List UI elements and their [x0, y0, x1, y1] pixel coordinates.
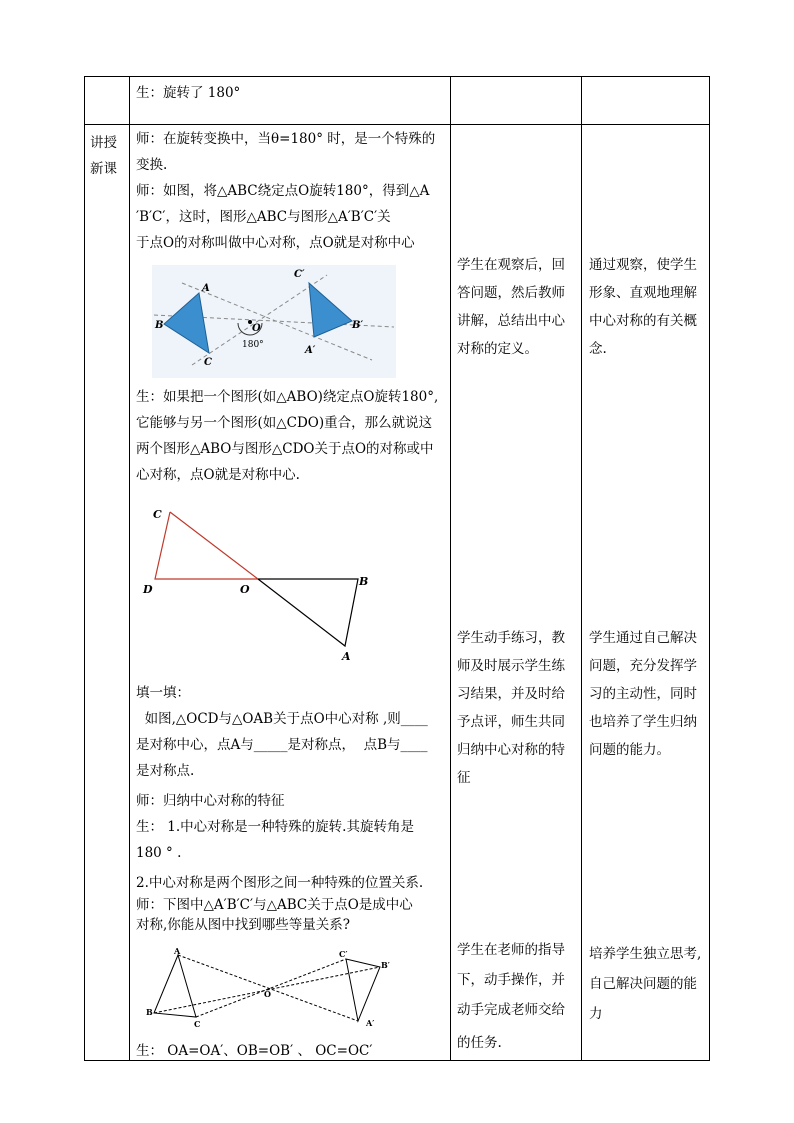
label-c: C: [204, 357, 212, 368]
label-o: O: [252, 323, 261, 334]
teacher-line: 师：如图，将△ABC绕定点O旋转180°，得到△A: [136, 183, 430, 199]
triangle-abo: [258, 579, 358, 646]
fill-in-line: 填一填：: [136, 685, 190, 701]
label-angle: 180°: [242, 340, 264, 350]
label-o: O: [240, 583, 250, 596]
column-divider-1: [129, 76, 130, 1061]
label-b: B: [359, 575, 369, 588]
label-c: C: [153, 508, 162, 521]
student-activity-line: 征: [457, 770, 471, 786]
label-b1: B′: [352, 320, 364, 331]
student-activity-line: 师及时展示学生练: [457, 658, 565, 674]
label-b1: B′: [381, 960, 390, 970]
intent-line: 也培养了学生归纳: [589, 714, 697, 730]
label-c1: C′: [339, 949, 348, 959]
fill-in-line: 如图,△OCD与△OAB关于点O中心对称 ,则____: [136, 711, 428, 727]
fill-in-line: 是对称点.: [136, 763, 195, 779]
student-activity-line: 对称的定义。: [457, 341, 538, 357]
intent-line: 问题的能力。: [589, 742, 670, 758]
label-a1: A′: [366, 1018, 375, 1028]
student-activity-line: 讲解，总结出中心: [457, 313, 565, 329]
summary-line: 生： 1.中心对称是一种特殊的旋转.其旋转角是: [136, 819, 414, 835]
summary-line: 180 ° .: [136, 845, 182, 861]
section-label-line2: 新课: [90, 161, 117, 177]
student-activity-line: 归纳中心对称的特: [457, 742, 565, 758]
label-a: A: [202, 283, 210, 294]
intent-line: 学生通过自己解决: [589, 630, 697, 646]
row1-answer: 生：旋转了 180°: [136, 85, 241, 101]
table-border-left: [84, 76, 85, 1061]
segment-cc1: [196, 959, 346, 1017]
triangle-abc: [154, 955, 196, 1017]
label-d: D: [143, 583, 153, 596]
student-activity-line: 予点评，师生共同: [457, 714, 565, 730]
answer-line: 生： OA=OA′、OB=OB′ 、 OC=OC′: [136, 1043, 373, 1059]
label-o: O: [264, 989, 271, 999]
intent-line: 形象、直观地理解: [589, 285, 697, 301]
intent-line: 通过观察，使学生: [589, 257, 697, 273]
figure-rotation-180: [152, 265, 396, 378]
student-activity-line: 学生动手练习，教: [457, 630, 565, 646]
segment-aa1: [178, 955, 358, 1021]
teacher-line: 变换.: [136, 157, 168, 173]
fill-in-line: 是对称中心，点A与_____是对称点， 点B与____: [136, 737, 428, 753]
label-c: C: [194, 1019, 201, 1029]
intent-line: 念.: [589, 341, 607, 357]
column-divider-3: [581, 76, 582, 1061]
figure-symmetric-triangles: [140, 945, 400, 1033]
label-b: B: [146, 1007, 153, 1017]
intent-line: 力: [589, 1006, 603, 1022]
student-activity-line: 答问题，然后教师: [457, 285, 565, 301]
intent-line: 问题，充分发挥学: [589, 658, 697, 674]
section-label-line1: 讲授: [90, 135, 117, 151]
intent-line: 习的主动性，同时: [589, 686, 697, 702]
student-activity-line: 的任务.: [457, 1035, 502, 1051]
column-divider-2: [450, 76, 451, 1061]
student-activity-line: 学生在老师的指导: [457, 942, 565, 958]
intent-line: 中心对称的有关概: [589, 313, 697, 329]
intent-line: 培养学生独立思考,: [589, 946, 702, 962]
table-border-right: [709, 76, 710, 1061]
label-a: A: [342, 650, 351, 663]
intent-line: 自己解决问题的能: [589, 976, 697, 992]
teacher-line: ′B′C′，这时，图形△ABC与图形△A′B′C′关: [136, 209, 391, 225]
summary-line: 师：归纳中心对称的特征: [136, 793, 285, 809]
student-activity-line: 学生在观察后，回: [457, 257, 565, 273]
table-border-top: [84, 76, 710, 77]
label-a1: A′: [305, 345, 316, 356]
summary-line: 师：下图中△A′B′C′与△ABC关于点O是成中心: [136, 897, 413, 913]
student-line: 心对称，点O就是对称中心.: [136, 467, 300, 483]
row-divider: [84, 124, 710, 125]
teacher-line: 于点O的对称叫做中心对称，点O就是对称中心: [136, 235, 415, 251]
student-activity-line: 下，动手操作，并: [457, 972, 565, 988]
student-line: 两个图形△ABO与图形△CDO关于点O的对称或中: [136, 441, 434, 457]
label-c1: C′: [294, 269, 305, 280]
label-b: B: [155, 320, 164, 331]
label-a: A: [174, 946, 181, 956]
student-line: 生：如果把一个图形(如△ABO)绕定点O旋转180°,: [136, 389, 439, 405]
student-activity-line: 动手完成老师交给: [457, 1002, 565, 1018]
figure-central-symmetry: [140, 500, 380, 665]
summary-line: 2.中心对称是两个图形之间一种特殊的位置关系.: [136, 875, 424, 891]
triangle-cdo: [155, 512, 258, 579]
student-line: 它能够与另一个图形(如△CDO)重合，那么就说这: [136, 415, 433, 431]
teacher-line: 师：在旋转变换中，当θ=180° 时，是一个特殊的: [136, 131, 436, 147]
student-activity-line: 习结果，并及时给: [457, 686, 565, 702]
summary-line: 对称,你能从图中找到哪些等量关系?: [136, 917, 351, 933]
